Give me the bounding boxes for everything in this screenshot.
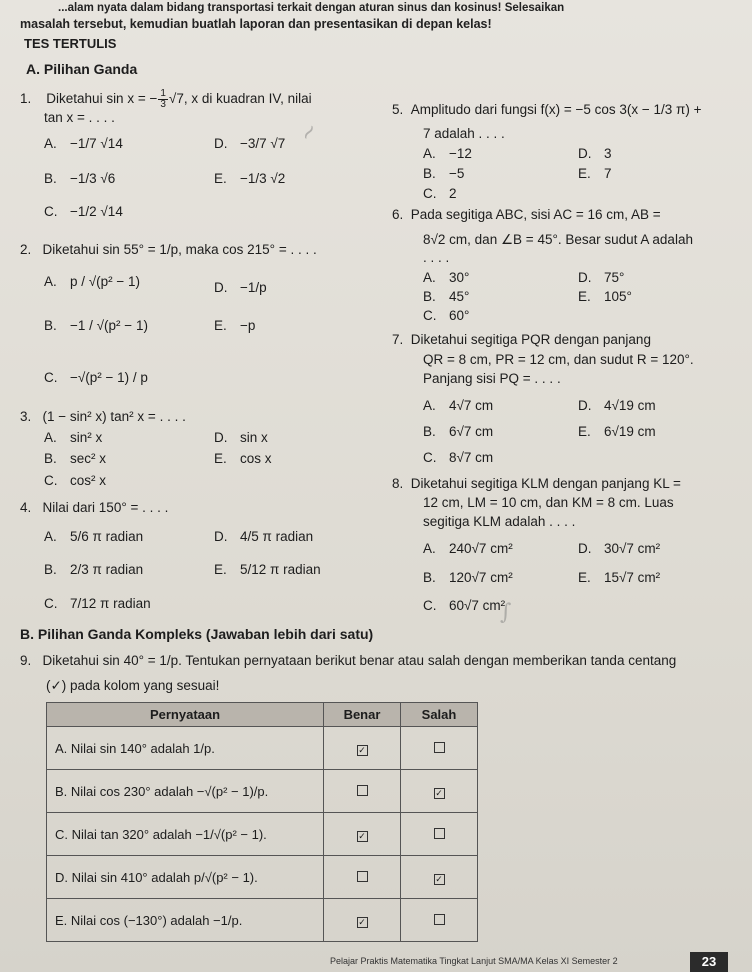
q2-option-c: C. −√(p² − 1) / p (44, 370, 148, 385)
pencil-scribble-icon: ~ (293, 117, 325, 148)
q1-option-b: B. −1/3 √6 (44, 171, 116, 186)
q5-option-b: B. −5 (423, 166, 465, 181)
salah-checkbox[interactable] (434, 828, 445, 839)
table-row (47, 899, 478, 942)
q8-stem: 8. Diketahui segitiga KLM dengan panjang KL = (392, 476, 681, 491)
header-line-2: masalah tersebut, kemudian buatlah laporan dan presentasikan di depan kelas! (20, 17, 492, 31)
q6-option-c: C. 60° (423, 308, 470, 323)
q8-option-b: B. 120√7 cm² (423, 570, 513, 585)
q1-option-c: C. −1/2 √14 (44, 204, 123, 219)
q6-option-b: B. 45° (423, 289, 470, 304)
q6-stem-line2: 8√2 cm, dan ∠B = 45°. Besar sudut A adalah (423, 232, 693, 247)
q2-option-e: E. −p (214, 318, 256, 333)
q3-option-e: E. cos x (214, 451, 272, 466)
statement-cell: C. Nilai tan 320° adalah −1/√(p² − 1). (47, 813, 324, 856)
q6-stem: 6. Pada segitiga ABC, sisi AC = 16 cm, AB = (392, 207, 661, 222)
q8-option-a: A. 240√7 cm² (423, 541, 513, 556)
q6-option-a: A. 30° (423, 270, 470, 285)
q7-stem-line2: QR = 8 cm, PR = 12 cm, dan sudut R = 120°. (423, 352, 694, 367)
q7-stem-line3: Panjang sisi PQ = . . . . (423, 371, 561, 386)
q8-stem-line3: segitiga KLM adalah . . . . (423, 514, 576, 529)
q8-option-d: D. 30√7 cm² (578, 541, 661, 556)
q5-stem: 5. Amplitudo dari fungsi f(x) = −5 cos 3(x − 1/3 π) + (392, 102, 702, 117)
q1-stem: 1. Diketahui sin x = − $\frac{1}{3}$ √7, x di kuadran IV, nilai (20, 88, 312, 110)
q4-option-e: E. 5/12 π radian (214, 562, 321, 577)
q4-option-a: A. 5/6 π radian (44, 529, 144, 544)
benar-checkbox[interactable]: ✓ (358, 744, 366, 755)
q5-option-a: A. −12 (423, 146, 472, 161)
footer-text: Pelajar Praktis Matematika Tingkat Lanjut SMA/MA Kelas XI Semester 2 (330, 956, 618, 966)
q8-option-e: E. 15√7 cm² (578, 570, 661, 585)
q5-option-e: E. 7 (578, 166, 612, 181)
q3-option-c: C. cos² x (44, 473, 107, 488)
q5-stem-line2: 7 adalah . . . . (423, 126, 505, 141)
section-b-title: B. Pilihan Ganda Kompleks (Jawaban lebih dari satu) (20, 626, 374, 642)
statement-cell: E. Nilai cos (−130°) adalah −1/p. (47, 899, 324, 942)
col-header-benar: Benar (324, 703, 401, 727)
q9-stem-line2: (✓) pada kolom yang sesuai! (46, 678, 220, 693)
q3-option-a: A. sin² x (44, 430, 103, 445)
true-false-table (46, 702, 478, 942)
salah-checkbox[interactable]: ✓ (435, 787, 443, 798)
q6-option-e: E. 105° (578, 289, 632, 304)
q5-option-d: D. 3 (578, 146, 612, 161)
q8-option-c: C. 60√7 cm² (423, 598, 506, 613)
q2-option-b: B. −1 / √(p² − 1) (44, 318, 148, 333)
section-a-title: A. Pilihan Ganda (26, 61, 138, 77)
q7-stem: 7. Diketahui segitiga PQR dengan panjang (392, 332, 651, 347)
page-footer (0, 950, 752, 972)
q1-stem-line2: tan x = . . . . (44, 110, 115, 125)
table-row (47, 770, 478, 813)
q4-option-b: B. 2/3 π radian (44, 562, 144, 577)
statement-cell: D. Nilai sin 410° adalah p/√(p² − 1). (47, 856, 324, 899)
page-number: 23 (690, 952, 728, 972)
table-row (47, 856, 478, 899)
header-line-1: ...alam nyata dalam bidang transportasi terkait dengan aturan sinus dan kosinus! Selesaikan (58, 2, 565, 14)
q7-option-c: C. 8√7 cm (423, 450, 494, 465)
q9-stem: 9. Diketahui sin 40° = 1/p. Tentukan pernyataan berikut benar atau salah dengan memberikan tanda centang (20, 653, 677, 668)
q7-option-d: D. 4√19 cm (578, 398, 656, 413)
col-header-salah: Salah (401, 703, 478, 727)
benar-checkbox[interactable]: ✓ (358, 916, 366, 927)
q7-option-e: E. 6√19 cm (578, 424, 656, 439)
q4-option-c: C. 7/12 π radian (44, 596, 151, 611)
benar-checkbox[interactable]: ✓ (358, 830, 366, 841)
salah-checkbox[interactable]: ✓ (435, 873, 443, 884)
benar-checkbox[interactable] (357, 871, 368, 882)
q3-stem: 3. (1 − sin² x) tan² x = . . . . (20, 409, 186, 424)
col-header-pernyataan: Pernyataan (47, 703, 324, 727)
q4-option-d: D. 4/5 π radian (214, 529, 314, 544)
salah-checkbox[interactable] (434, 742, 445, 753)
q2-stem: 2. Diketahui sin 55° = 1/p, maka cos 215° = . . . . (20, 242, 317, 257)
q3-option-d: D. sin x (214, 430, 268, 445)
q1-option-e: E. −1/3 √2 (214, 171, 286, 186)
salah-checkbox[interactable] (434, 914, 445, 925)
q2-option-d: D. −1/p (214, 280, 267, 295)
q8-stem-line2: 12 cm, LM = 10 cm, dan KM = 8 cm. Luas (423, 495, 674, 510)
q7-option-a: A. 4√7 cm (423, 398, 494, 413)
pencil-scribble-icon: ∫ (500, 600, 512, 625)
q6-stem-line3: . . . . (423, 250, 450, 265)
benar-checkbox[interactable] (357, 785, 368, 796)
q2-option-a: A. p / √(p² − 1) (44, 274, 141, 289)
q7-option-b: B. 6√7 cm (423, 424, 494, 439)
q6-option-d: D. 75° (578, 270, 625, 285)
q1-option-d: D. −3/7 √7 (214, 136, 286, 151)
table-row (47, 813, 478, 856)
section-title: TES TERTULIS (24, 36, 117, 51)
statement-cell: A. Nilai sin 140° adalah 1/p. (47, 727, 324, 770)
statement-cell: B. Nilai cos 230° adalah −√(p² − 1)/p. (47, 770, 324, 813)
q5-option-c: C. 2 (423, 186, 457, 201)
table-row (47, 727, 478, 770)
q1-option-a: A. −1/7 √14 (44, 136, 123, 151)
q4-stem: 4. Nilai dari 150° = . . . . (20, 500, 169, 515)
q3-option-b: B. sec² x (44, 451, 107, 466)
